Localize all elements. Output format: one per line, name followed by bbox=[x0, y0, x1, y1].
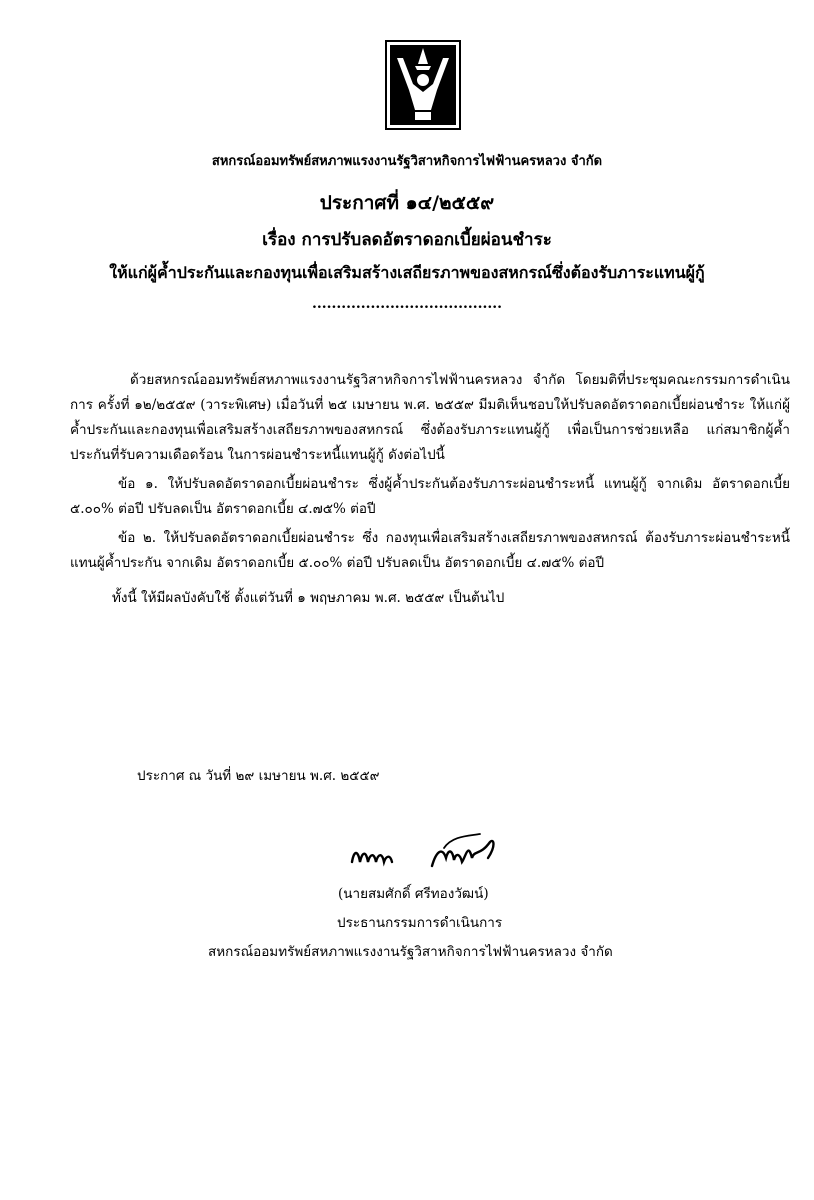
signer-position: ประธานกรรมการดำเนินการ bbox=[337, 915, 503, 931]
cooperative-logo bbox=[385, 40, 461, 130]
intro-paragraph: ด้วยสหกรณ์ออมทรัพย์สหภาพแรงงานรัฐวิสาหกิจการไฟฟ้านครหลวง จำกัด โดยมติที่ประชุมคณะกรรมการดำเนินการ ครั้งที่ ๑๒/๒๕๕๙ (วาระพิเศษ) เมื่อวันที่ ๒๕ เมษายน พ.ศ. ๒๕๕๙ มีมติเห็นชอบให้ปรับลดอัตราดอกเบี้ยผ่อนชำระ ให้แก่ผู้ค้ำประกันและกองทุนเพื่อเสริมสร้างเสถียรภาพของสหกรณ์ ซึ่งต้องรับภาระแทนผู้กู้ เพื่อเป็นการช่วยเหลือ แก่สมาชิกผู้ค้ำประกันที่รับความเดือดร้อน ในการผ่อนชำระหนี้แทนผู้กู้ ดังต่อไปนี้ bbox=[70, 372, 790, 463]
logo-emblem-icon bbox=[385, 40, 461, 130]
signature-icon bbox=[340, 828, 520, 878]
announcement-title-block bbox=[0, 188, 814, 312]
clause-1: ข้อ ๑. ให้ปรับลดอัตราดอกเบี้ยผ่อนชำระ ซึ่งผู้ค้ำประกันต้องรับภาระผ่อนชำระหนี้ แทนผู้กู้ จากเดิม อัตราดอกเบี้ย ๕.๐๐% ต่อปี ปรับลดเป็น อัตราดอกเบี้ย ๔.๗๕% ต่อปี bbox=[70, 476, 790, 517]
signer-organization: สหกรณ์ออมทรัพย์สหภาพแรงงานรัฐวิสาหกิจการไฟฟ้านครหลวง จำกัด bbox=[208, 944, 613, 960]
title-separator: ....................................... bbox=[311, 296, 503, 312]
announcement-number: ประกาศที่ ๑๔/๒๕๕๙ bbox=[319, 192, 495, 214]
effective-date-paragraph: ทั้งนี้ ให้มีผลบังคับใช้ ตั้งแต่วันที่ ๑ พฤษภาคม พ.ศ. ๒๕๕๙ เป็นต้นไป bbox=[112, 590, 505, 606]
announcement-date: ประกาศ ณ วันที่ ๒๙ เมษายน พ.ศ. ๒๕๕๙ bbox=[137, 768, 380, 784]
handwritten-signature bbox=[340, 828, 520, 878]
header-org-name: สหกรณ์ออมทรัพย์สหภาพแรงงานรัฐวิสาหกิจการไฟฟ้านครหลวง จำกัด bbox=[211, 154, 603, 169]
announcement-body bbox=[70, 368, 790, 611]
signer-name: (นายสมศักดิ์ ศรีทองวัฒน์) bbox=[338, 886, 489, 902]
announcement-subject: เรื่อง การปรับลดอัตราดอกเบี้ยผ่อนชำระ bbox=[262, 230, 552, 250]
clause-2: ข้อ ๒. ให้ปรับลดอัตราดอกเบี้ยผ่อนชำระ ซึ่ง กองทุนเพื่อเสริมสร้างเสถียรภาพของสหกรณ์ ต้องรับภาระผ่อนชำระหนี้แทนผู้ค้ำประกัน จากเดิม อัตราดอกเบี้ย ๕.๐๐% ต่อปี ปรับลดเป็น อัตราดอกเบี้ย ๔.๗๕% ต่อปี bbox=[70, 530, 790, 571]
announcement-subject-line2: ให้แก่ผู้ค้ำประกันและกองทุนเพื่อเสริมสร้างเสถียรภาพของสหกรณ์ซึ่งต้องรับภาระแทนผู้กู้ bbox=[109, 263, 705, 282]
